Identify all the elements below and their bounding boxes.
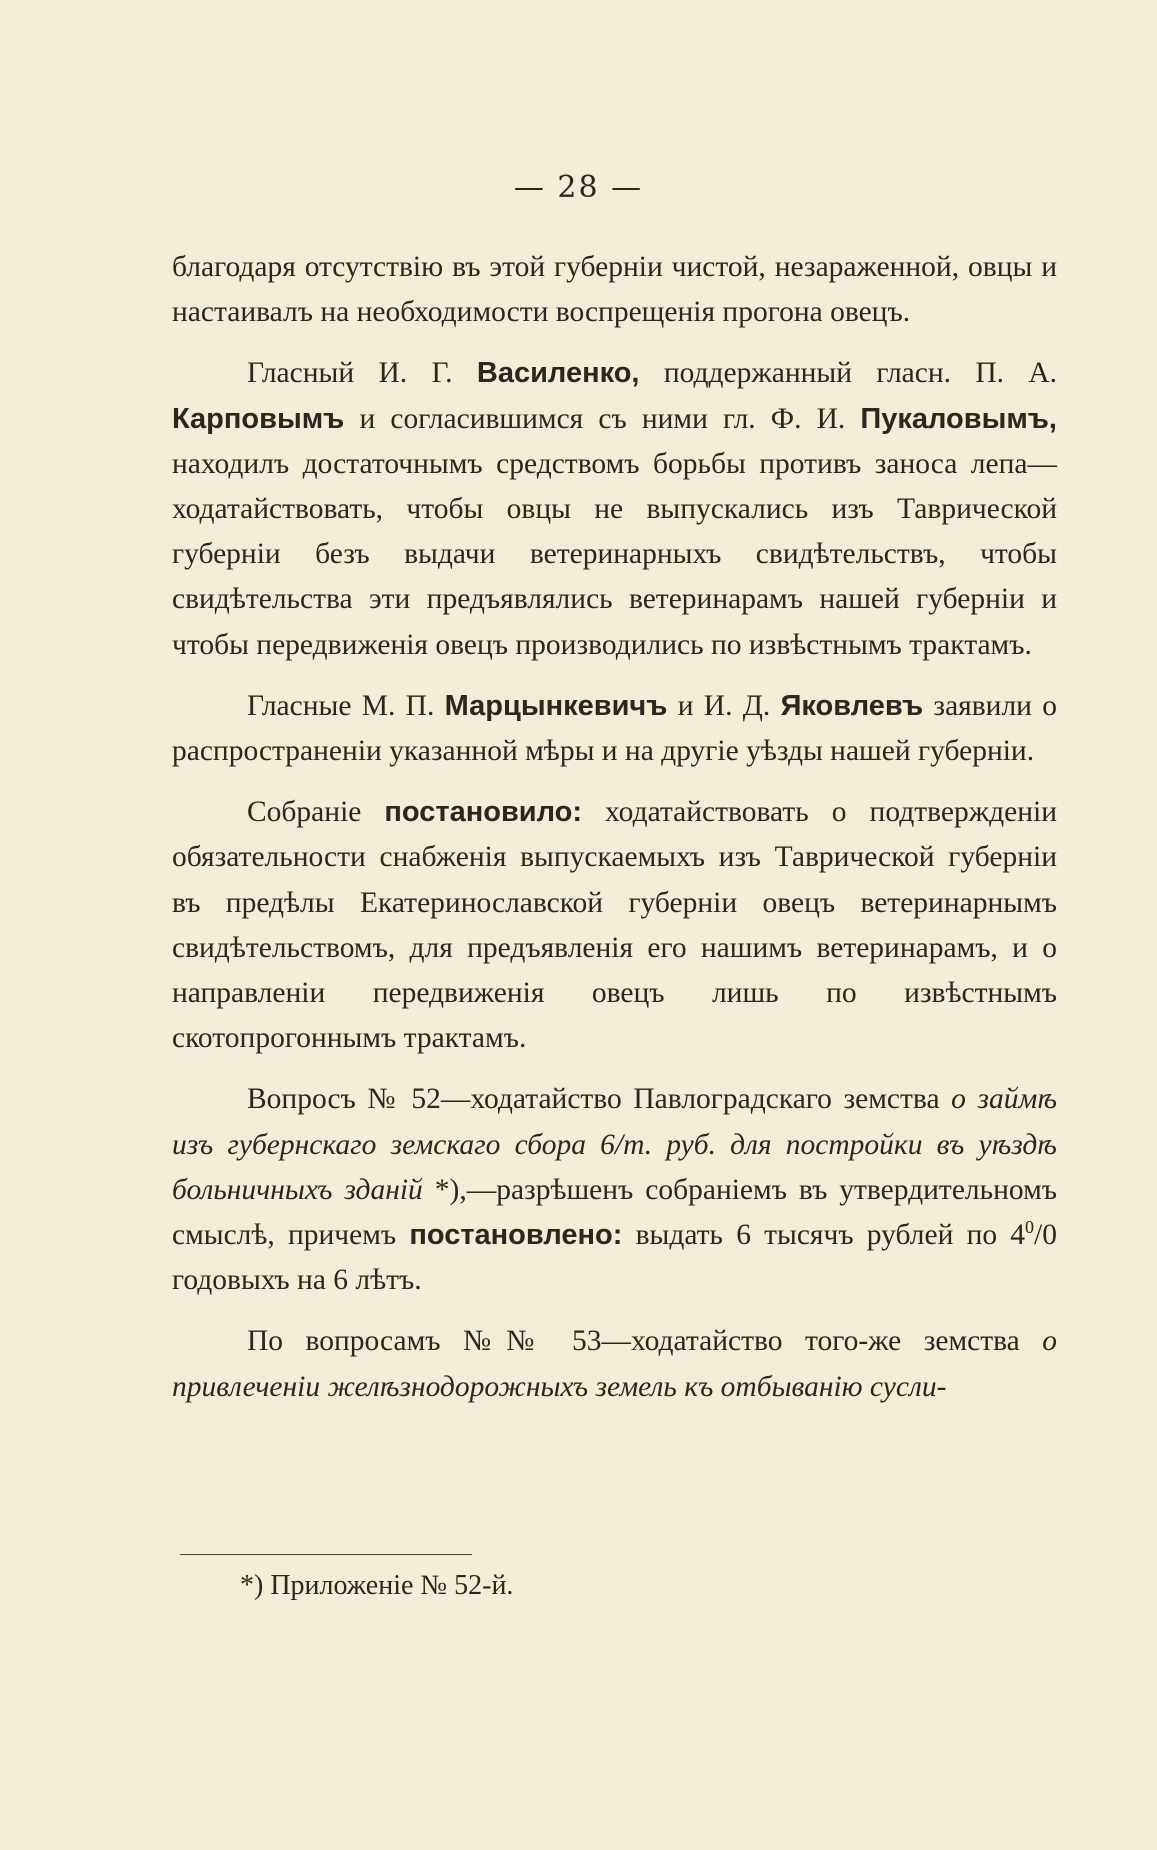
resolved-word: постановлено: xyxy=(409,1219,623,1252)
page-number: — 28 — xyxy=(513,170,644,205)
p3-text-c: и И. Д. xyxy=(667,689,781,722)
p2-text-c: поддержанный гласн. П. А. xyxy=(639,357,1057,390)
p3-text-a: Гласные М. П. xyxy=(247,689,445,722)
p2-text-e: и согласившимся съ ними гл. Ф. И. xyxy=(344,402,861,435)
p4-text-c: ходатайствовать о подтвержденіи обязательности снабженія выпускаемыхъ изъ Таврической губерніи въ предѣлы Екатеринославской губерніи овецъ ветеринарнымъ свидѣтельствомъ, для предъявленія его нашимъ ветеринарамъ, и о направленіи передвиженія овецъ лишь по извѣстнымъ скотопрогоннымъ трактамъ. xyxy=(172,796,1058,1055)
paragraph-1: благодаря отсутствію въ этой губерніи чистой, незараженной, овцы и настаивалъ на необходимости воспрещенія прогона овецъ. xyxy=(172,251,1057,329)
p5-text-e: выдать 6 тысячъ рублей по 4 xyxy=(622,1219,1026,1252)
percent-sup: 0 xyxy=(1025,1217,1035,1238)
paragraph-3 xyxy=(172,684,1057,774)
body-text xyxy=(172,245,1057,1426)
name-martsynkevich: Марцынкевичъ xyxy=(444,689,668,722)
footnote-divider xyxy=(180,1554,472,1555)
paragraph-4 xyxy=(172,790,1057,1061)
p4-text-a: Собраніе xyxy=(247,796,385,829)
p5-text-a: Вопросъ № 52—ходатайство Павлоградскаго земства xyxy=(247,1083,952,1116)
paragraph-5 xyxy=(172,1077,1057,1303)
p6-italic-subject: о привлеченіи желѣзнодорожныхъ земель къ отбыванію сусли- xyxy=(172,1325,1057,1403)
p6-text-a: По вопросамъ №№ 53—ходатайство того-же земства xyxy=(247,1325,1043,1358)
p5-text-g: /0 годовыхъ на 6 лѣтъ. xyxy=(172,1219,1057,1297)
name-yakovlev: Яковлевъ xyxy=(780,689,924,722)
paragraph-2 xyxy=(172,351,1057,667)
name-pukalov: Пукаловымъ, xyxy=(860,402,1057,435)
name-karpov: Карповымъ xyxy=(172,402,345,435)
p3-text-e: заявили о распространеніи указанной мѣры и на другіе уѣзды нашей губерніи. xyxy=(172,689,1058,768)
p5-text-c: *),—разрѣшенъ собраніемъ въ утвердительномъ смыслѣ, причемъ xyxy=(172,1173,1057,1252)
p2-text-a: Гласный И. Г. xyxy=(247,357,477,390)
name-vasilenko: Василенко, xyxy=(476,357,640,390)
p2-text-g: находилъ достаточнымъ средствомъ борьбы противъ заноса лепа—ходатайствовать, чтобы овцы не выпускались изъ Таврической губерніи безъ выдачи ветеринарныхъ свидѣтельствъ, чтобы свидѣтельства эти предъявлялись ветеринарамъ нашей губерніи и чтобы передвиженія овецъ производились по извѣстнымъ трактамъ. xyxy=(172,447,1057,661)
p5-italic-subject: о займѣ изъ губернскаго земскаго сбора 6/т. руб. для постройки въ уѣздѣ больничныхъ зданій xyxy=(172,1083,1057,1206)
footnote: *) Приложеніе № 52-й. xyxy=(240,1570,514,1601)
resolution-word: постановило: xyxy=(384,796,583,829)
paragraph-6 xyxy=(172,1319,1057,1409)
